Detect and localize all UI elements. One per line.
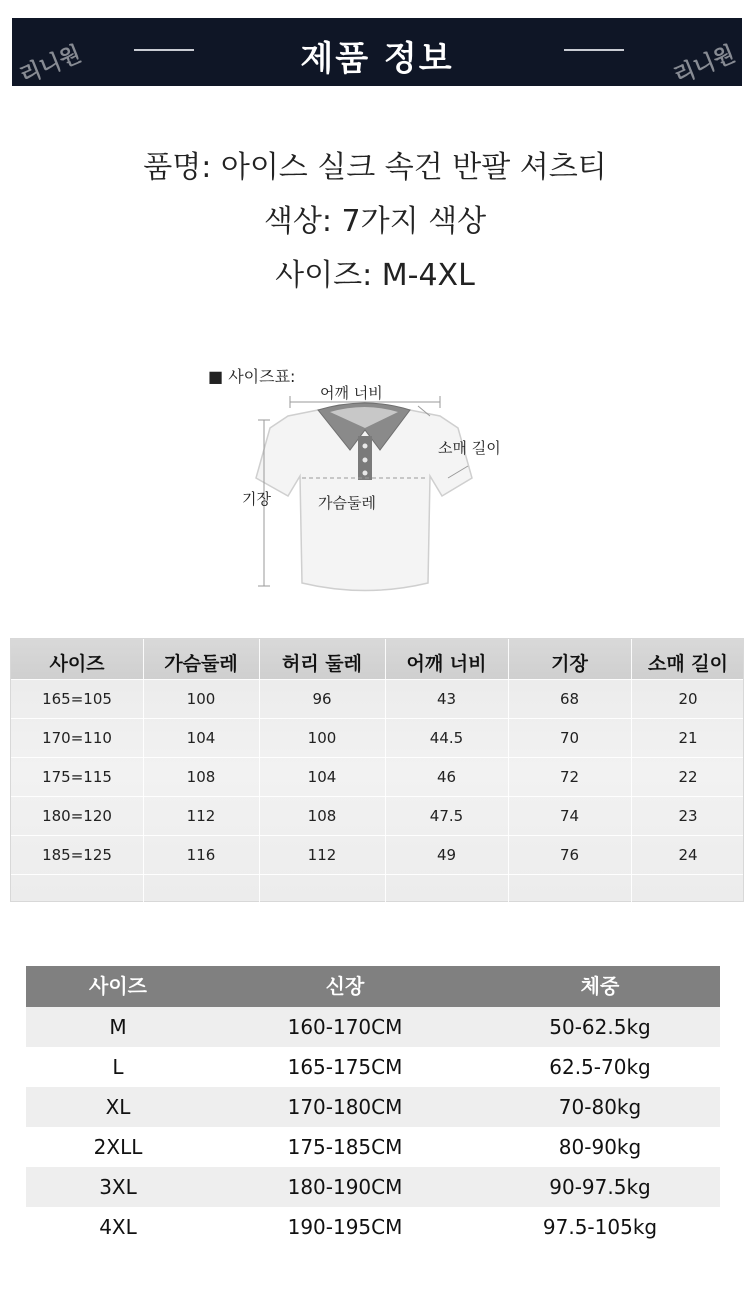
- fit-weight: 90-97.5kg: [549, 1175, 651, 1199]
- measure-cell: 22: [678, 768, 698, 786]
- fit-weight: 80-90kg: [558, 1135, 642, 1159]
- measure-cell: 96: [312, 690, 332, 708]
- product-sizes: 사이즈: M-4XL: [275, 258, 475, 293]
- measure-cell: 112: [307, 846, 337, 864]
- measure-cell: 24: [678, 846, 698, 864]
- size-chart-title: ■ 사이즈표:: [208, 367, 296, 386]
- measure-cell: 46: [436, 768, 457, 786]
- fit-size: 3XL: [99, 1175, 137, 1199]
- measure-cell: 170=110: [42, 729, 112, 747]
- measure-cell: 43: [436, 690, 457, 708]
- fit-table: [26, 966, 720, 1247]
- measure-cell: 72: [559, 768, 580, 786]
- measure-cell: 175=115: [42, 768, 112, 786]
- header-banner: [12, 18, 742, 89]
- table-divider: [11, 835, 743, 836]
- fit-weight: 97.5-105kg: [542, 1215, 658, 1239]
- product-colors: 색상: 7가지 색상: [263, 204, 487, 239]
- measurement-table: [10, 638, 744, 902]
- table-row: [26, 1087, 720, 1127]
- table-row: [26, 1167, 720, 1207]
- fit-weight: 70-80kg: [558, 1095, 642, 1119]
- label-shoulder-width: 어깨 너비: [320, 384, 383, 402]
- product-name: 품명: 아이스 실크 속건 반팔 셔츠티: [143, 150, 607, 185]
- fit-height: 190-195CM: [287, 1215, 403, 1239]
- measure-col-header: 소매 길이: [647, 653, 729, 675]
- measure-cell: 108: [186, 768, 216, 786]
- fit-weight: 62.5-70kg: [549, 1055, 651, 1079]
- measure-cell: 165=105: [42, 690, 112, 708]
- table-divider: [11, 757, 743, 758]
- measure-cell: 44.5: [429, 729, 464, 747]
- measure-cell: 76: [559, 846, 580, 864]
- label-chest: 가슴둘레: [318, 494, 376, 512]
- fit-size: XL: [105, 1095, 131, 1119]
- measure-cell: 116: [186, 846, 216, 864]
- measure-cell: 23: [678, 807, 698, 825]
- measure-col-header: 가슴둘레: [164, 653, 238, 675]
- measure-cell: 100: [186, 690, 216, 708]
- fit-col-size: 사이즈: [89, 974, 147, 998]
- measure-cell: 185=125: [42, 846, 112, 864]
- measure-col-header: 허리 둘레: [281, 653, 363, 675]
- table-divider: [11, 874, 743, 875]
- fit-size: 4XL: [99, 1215, 137, 1239]
- size-chart-figure: [200, 358, 530, 603]
- table-row: [26, 1007, 720, 1047]
- measure-cell: 100: [307, 729, 337, 747]
- measure-col-header: 어깨 너비: [406, 653, 487, 675]
- watermark-left: 리니원: [16, 41, 85, 89]
- measure-cell: 104: [307, 768, 337, 786]
- measure-cell: 47.5: [429, 807, 464, 825]
- fit-size: L: [112, 1055, 124, 1079]
- fit-height: 160-170CM: [287, 1015, 403, 1039]
- table-divider: [11, 796, 743, 797]
- fit-col-weight: 체중: [580, 974, 620, 998]
- measure-col-header: 사이즈: [49, 653, 105, 675]
- page-title: 제품 정보: [300, 39, 454, 79]
- measure-cell: 70: [559, 729, 580, 747]
- fit-size: 2XLL: [93, 1135, 143, 1159]
- watermark-right: 리니원: [670, 41, 739, 89]
- label-sleeve-length: 소매 길이: [438, 439, 501, 457]
- label-length: 기장: [242, 490, 271, 508]
- fit-height: 165-175CM: [287, 1055, 403, 1079]
- measure-cell: 21: [678, 729, 698, 747]
- fit-height: 180-190CM: [287, 1175, 403, 1199]
- measure-cell: 49: [436, 846, 457, 864]
- measure-cell: 74: [559, 807, 580, 825]
- measure-cell: 20: [678, 690, 698, 708]
- table-row: [26, 1207, 720, 1247]
- fit-table-header: [26, 966, 720, 1007]
- fit-weight: 50-62.5kg: [549, 1015, 651, 1039]
- measure-cell: 108: [307, 807, 337, 825]
- measure-cell: 104: [186, 729, 216, 747]
- table-divider: [11, 718, 743, 719]
- fit-col-height: 신장: [325, 974, 365, 998]
- table-divider: [11, 679, 743, 680]
- measure-cell: 180=120: [42, 807, 112, 825]
- fit-size: M: [109, 1015, 127, 1039]
- table-row: [26, 1127, 720, 1167]
- fit-height: 175-185CM: [287, 1135, 403, 1159]
- measure-col-header: 기장: [551, 653, 588, 675]
- fit-height: 170-180CM: [287, 1095, 403, 1119]
- measure-cell: 112: [186, 807, 216, 825]
- table-row: [26, 1047, 720, 1087]
- measure-cell: 68: [559, 690, 580, 708]
